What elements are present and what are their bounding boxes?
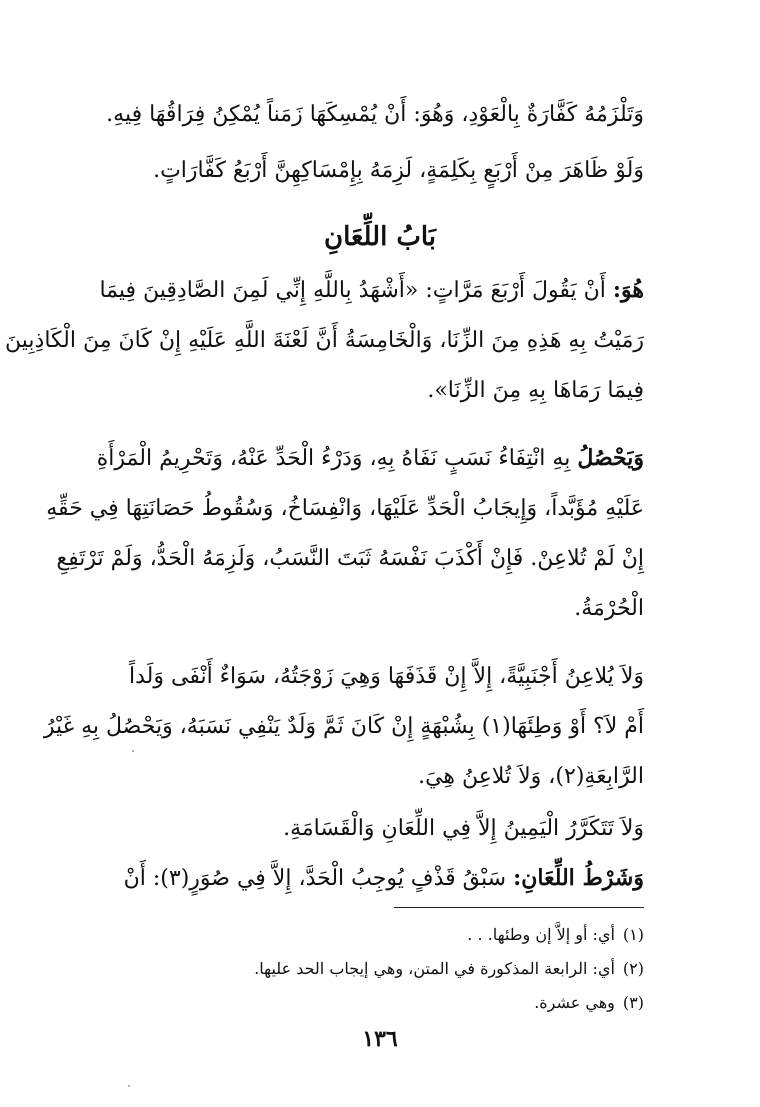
footnote-number: (٢) bbox=[622, 959, 644, 978]
text-line bbox=[134, 808, 644, 852]
text-line bbox=[106, 94, 644, 138]
text-line bbox=[112, 756, 644, 800]
footnote-rule bbox=[394, 907, 644, 908]
line-text: عَلَيْهِ مُؤَبَّداً، وَإِيجَابُ الْحَدِّ عَلَيْهَا، وَانْفِسَاخُ، وَسُقُوطُ حَصَانَتِهَا فِي حَقِّهِ bbox=[46, 496, 644, 521]
line-text: أَمْ لاَ؟ أَوْ وَطِئَهَا(١) بِشُبْهَةٍ إِنْ كَانَ ثَمَّ وَلَدٌ يَنْفِي نَسَبَهُ، وَيَحْصُلُ بِهِ غَيْرُ bbox=[43, 714, 644, 739]
lead-phrase: وَشَرْطُ اللِّعَانِ: bbox=[513, 865, 644, 891]
section-heading: بَابُ اللِّعَانِ bbox=[324, 222, 436, 252]
text-line bbox=[43, 706, 644, 750]
footnote-text: وهي عشرة. bbox=[534, 993, 615, 1012]
text-line bbox=[129, 656, 644, 700]
line-text: وَلاَ تَتَكَرَّرُ الْيَمِينُ إِلاَّ فِي اللِّعَانِ وَالْقَسَامَةِ. bbox=[283, 816, 644, 841]
line-text: وَتَلْزَمُهُ كَفَّارَةٌ بِالْعَوْدِ، وَهُوَ: أَنْ يُمْسِكَهَا زَمَناً يُمْكِنُ فِرَاقُهَا فِيهِ. bbox=[106, 102, 644, 127]
scan-speck bbox=[128, 1085, 130, 1087]
scan-speck bbox=[132, 750, 134, 752]
text-line bbox=[112, 588, 644, 632]
text-line bbox=[5, 320, 644, 364]
line-text: إِنْ لَمْ تُلاعِنْ. فَإِنْ أَكْذَبَ نَفْسَهُ ثَبَتَ النَّسَبُ، وَلَزِمَهُ الْحَدُّ، وَلَمْ تَرْتَفِعِ bbox=[56, 546, 644, 571]
text-line bbox=[112, 370, 644, 414]
footnote bbox=[112, 955, 644, 983]
text-line bbox=[134, 150, 644, 194]
text-line bbox=[56, 538, 644, 582]
line-text: رَمَيْتُ بِهِ هَذِهِ مِنَ الزِّنَا، وَالْخَامِسَةُ أَنَّ لَعْنَةَ اللَّهِ عَلَيْهِ إِنْ كَانَ مِنَ الْكَاذِبِينَ bbox=[5, 328, 644, 353]
line-text: الْحُرْمَةُ. bbox=[574, 596, 644, 621]
line-text: أَنْ يَقُولَ أَرْبَعَ مَرَّاتٍ: «أَشْهَدُ بِاللَّهِ إِنِّي لَمِنَ الصَّادِقِينَ فِيمَا bbox=[99, 278, 613, 303]
footnote bbox=[112, 989, 644, 1017]
text-line bbox=[96, 438, 644, 482]
text-line bbox=[99, 270, 644, 314]
line-text: الرَّابِعَةِ(٢)، وَلاَ تُلاعِنُ هِيَ. bbox=[418, 764, 644, 789]
lead-phrase: وَيَحْصُلُ bbox=[577, 445, 644, 471]
lead-phrase: هُوَ: bbox=[612, 277, 644, 303]
line-text: وَلَوْ ظَاهَرَ مِنْ أَرْبَعٍ بِكَلِمَةٍ، لَزِمَهُ بِإِمْسَاكِهِنَّ أَرْبَعُ كَفَّارَاتٍ. bbox=[153, 158, 644, 183]
footnote-number: (١) bbox=[622, 925, 644, 944]
footnote-text: أي: أو إلاَّ إن وطئها. . . bbox=[467, 925, 615, 944]
footnote-text: أي: الرابعة المذكورة في المتن، وهي إيجاب الحد عليها. bbox=[254, 959, 615, 978]
line-text: سَبْقُ قَذْفٍ يُوجِبُ الْحَدَّ، إِلاَّ فِي صُوَرٍ(٣): أَنْ bbox=[123, 866, 514, 891]
page-number: ١٣٦ bbox=[362, 1026, 398, 1052]
footnote bbox=[112, 921, 644, 949]
text-line bbox=[123, 858, 644, 902]
text-line bbox=[46, 488, 644, 532]
line-text: وَلاَ يُلاعِنُ أَجْنَبِيَّةً، إِلاَّ إِنْ قَذَفَهَا وَهِيَ زَوْجَتُهُ، سَوَاءٌ أَنْفَى وَلَداً bbox=[129, 664, 644, 689]
footnote-number: (٣) bbox=[622, 993, 644, 1012]
line-text: بِهِ انْتِفَاءُ نَسَبٍ نَفَاهُ بِهِ، وَدَرْءُ الْحَدِّ عَنْهُ، وَتَحْرِيمُ الْمَرْأَةِ bbox=[96, 446, 578, 471]
line-text: فِيمَا رَمَاهَا بِهِ مِنَ الزِّنَا». bbox=[427, 378, 644, 403]
